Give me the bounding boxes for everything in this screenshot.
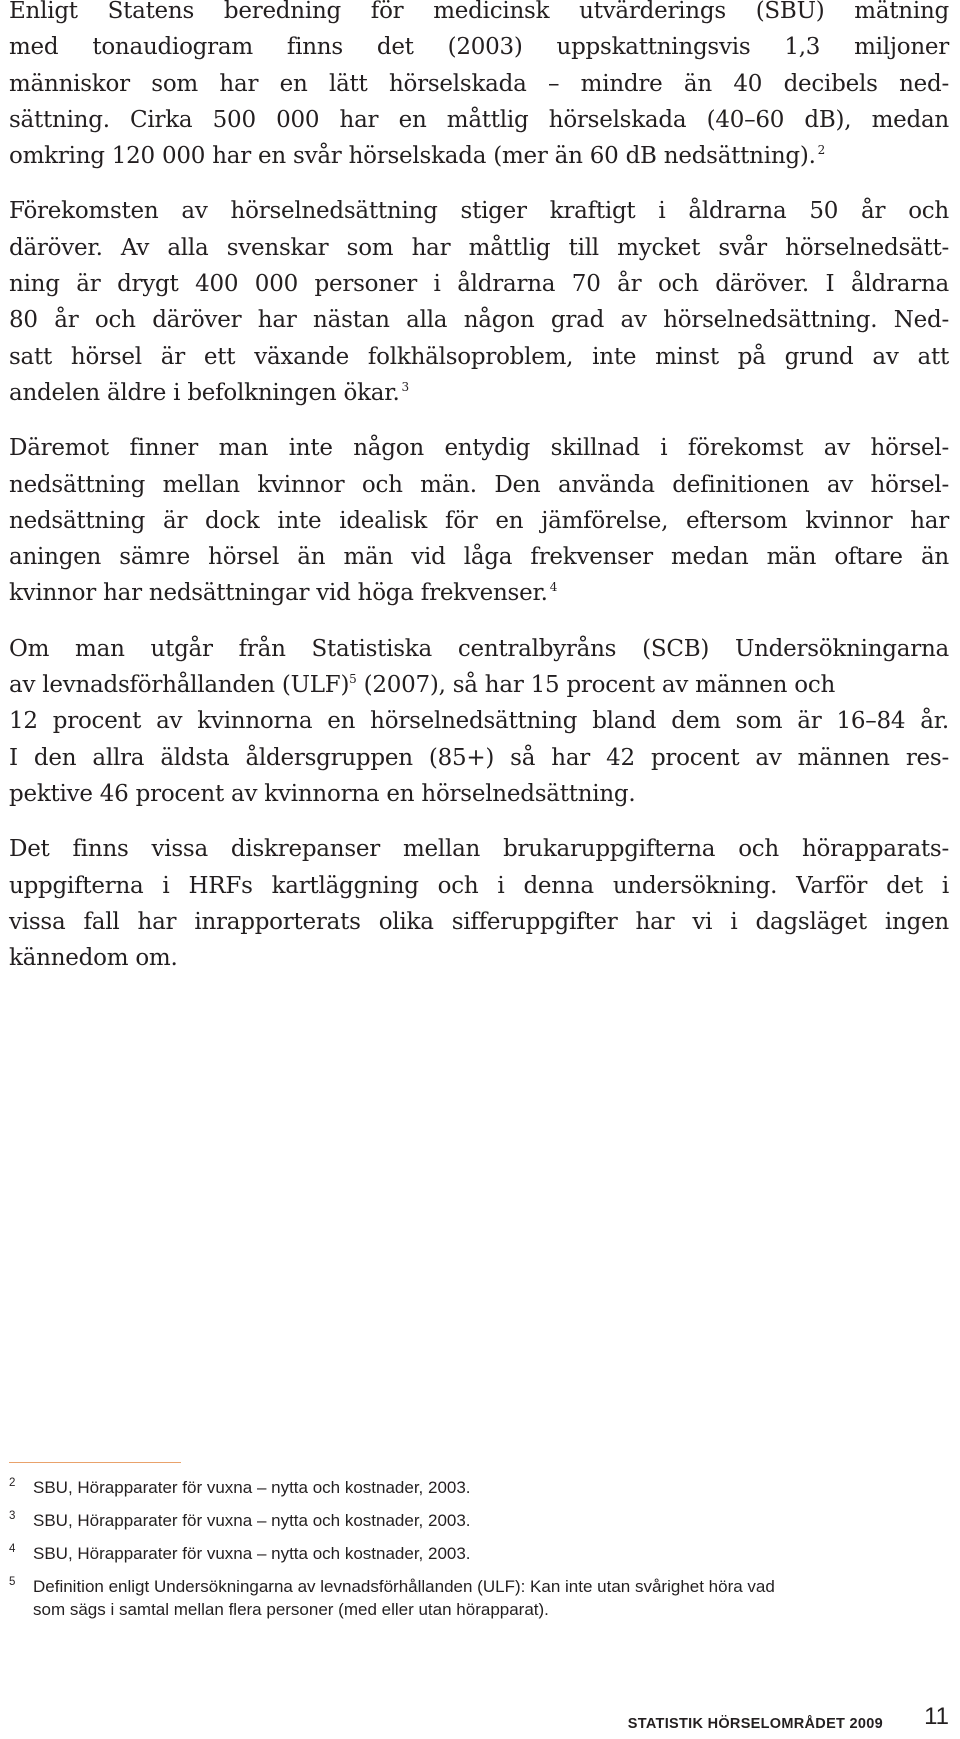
paragraph-3 xyxy=(9,430,949,611)
text-line: sättning. Cirka 500 000 har en måttlig hörselskada (40–60 dB), medan xyxy=(9,106,949,133)
text-line: satt hörsel är ett växande folkhälsoproblem, inte minst på grund av att xyxy=(9,343,949,370)
paragraph-2 xyxy=(9,193,949,411)
text-line: nedsättning mellan kvinnor och män. Den använda definitionen av hörsel- xyxy=(9,471,949,498)
footnotes xyxy=(9,1476,939,1631)
text-line: I den allra äldsta åldersgruppen (85+) så har 42 procent av männen res- xyxy=(9,744,949,771)
text-line: ning är drygt 400 000 personer i åldrarna 70 år och däröver. I åldrarna xyxy=(9,271,949,298)
text-line: 12 procent av kvinnorna en hörselnedsättning bland dem som är 16–84 år. xyxy=(9,708,949,735)
footnote-text: som sägs i samtal mellan flera personer (med eller utan hörapparat). xyxy=(33,1600,549,1619)
footnote-number: 3 xyxy=(9,1510,16,1522)
footnote xyxy=(9,1509,939,1532)
text-line xyxy=(9,575,949,611)
text-line: Däremot finner man inte någon entydig skillnad i förekomst av hörsel- xyxy=(9,435,949,462)
footnote xyxy=(9,1542,939,1565)
text-line: 80 år och däröver har nästan alla någon grad av hörselnedsättning. Ned- xyxy=(9,307,949,334)
text-line: kännedom om. xyxy=(9,945,178,972)
text-segment: andelen äldre i befolkningen ökar. xyxy=(9,379,400,406)
text-segment: kvinnor har nedsättningar vid höga frekvenser. xyxy=(9,580,548,607)
text-segment: (2007), så har 15 procent av männen och xyxy=(356,672,836,699)
text-line: vissa fall har inrapporterats olika sifferuppgifter har vi i dagsläget ingen xyxy=(9,908,949,935)
page-number: 11 xyxy=(924,1703,949,1730)
body-text xyxy=(9,0,949,995)
text-line: Förekomsten av hörselnedsättning stiger kraftigt i åldrarna 50 år och xyxy=(9,198,949,225)
paragraph-1 xyxy=(9,0,949,174)
footnote-number: 5 xyxy=(9,1576,16,1588)
footnote-ref: 5 xyxy=(349,672,357,687)
footnote-ref: 4 xyxy=(549,580,558,595)
footnote-ref: 3 xyxy=(401,379,409,394)
paragraph-5 xyxy=(9,831,949,976)
text-line: däröver. Av alla svenskar som har måttlig till mycket svår hörselnedsätt- xyxy=(9,234,949,261)
footnote-text: SBU, Hörapparater för vuxna – nytta och kostnader, 2003. xyxy=(33,1544,471,1563)
text-line: människor som har en lätt hörselskada – mindre än 40 decibels ned- xyxy=(9,70,949,97)
text-segment: omkring 120 000 har en svår hörselskada (mer än 60 dB nedsättning). xyxy=(9,143,816,170)
footnote-text: SBU, Hörapparater för vuxna – nytta och kostnader, 2003. xyxy=(33,1478,471,1497)
text-line xyxy=(9,667,949,703)
footnote-number: 4 xyxy=(9,1543,16,1555)
text-line: aningen sämre hörsel än män vid låga frekvenser medan män oftare än xyxy=(9,544,949,571)
footnote xyxy=(9,1575,939,1621)
running-footer-title: STATISTIK HÖRSELOMRÅDET 2009 xyxy=(627,1716,883,1732)
text-segment: av levnadsförhållanden (ULF) xyxy=(9,672,350,699)
text-line xyxy=(9,375,949,411)
footnote xyxy=(9,1476,939,1499)
text-line: pektive 46 procent av kvinnorna en hörselnedsättning. xyxy=(9,780,636,807)
footnote-divider xyxy=(9,1462,181,1463)
text-line: Det finns vissa diskrepanser mellan brukaruppgifterna och hörapparats- xyxy=(9,836,949,863)
footnote-number: 2 xyxy=(9,1477,16,1489)
footnote-text: Definition enligt Undersökningarna av levnadsförhållanden (ULF): Kan inte utan svårighet höra vad xyxy=(33,1577,775,1596)
text-line: med tonaudiogram finns det (2003) uppskattningsvis 1,3 miljoner xyxy=(9,34,949,61)
text-line xyxy=(9,138,949,174)
footnote-ref: 2 xyxy=(817,143,826,158)
text-line: Om man utgår från Statistiska centralbyråns (SCB) Undersökningarna xyxy=(9,635,949,662)
footnote-text: SBU, Hörapparater för vuxna – nytta och kostnader, 2003. xyxy=(33,1511,471,1530)
text-line: uppgifterna i HRFs kartläggning och i denna undersökning. Varför det i xyxy=(9,872,949,899)
paragraph-4 xyxy=(9,631,949,812)
text-line: Enligt Statens beredning för medicinsk utvärderings (SBU) mätning xyxy=(9,0,949,24)
text-line: nedsättning är dock inte idealisk för en jämförelse, eftersom kvinnor har xyxy=(9,507,949,534)
